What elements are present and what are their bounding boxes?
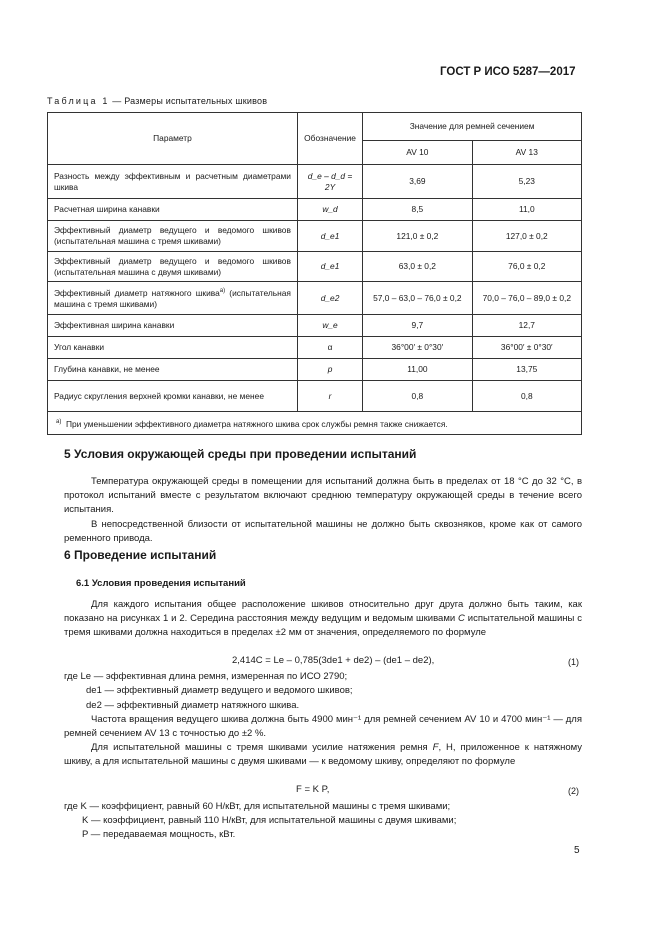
section-6-p1-var: С (458, 613, 465, 624)
section-6-title: 6 Проведение испытаний (64, 548, 217, 562)
row-symbol: r (297, 381, 362, 412)
section-5-paragraph-2: В непосредственной близости от испытательной машины не должно быть сквозняков, кроме как от самого ременного привода. (64, 519, 582, 544)
section-6-paragraph-3 (64, 741, 582, 769)
section-6-p1-text: Для каждого испытания общее расположение шкивов относительно друг друга должно быть таким, как показано на рисунках 1 и 2. Середина расстояния между ведущим и ведомым шкивами (64, 599, 582, 624)
row-value-av13: 5,23 (472, 165, 581, 199)
row-param: Радиус скругления верхней кромки канавки, не менее (48, 381, 298, 412)
row-value-av10: 8,5 (363, 199, 472, 221)
row-value-av13: 11,0 (472, 199, 581, 221)
formula-1: 2,414C = Le – 0,785(3de1 + de2) – (de1 – de2), (232, 655, 435, 666)
header-av13: AV 13 (472, 141, 581, 165)
row-value-av10: 63,0 ± 0,2 (363, 252, 472, 282)
table-caption-title: — Размеры испытательных шкивов (109, 96, 268, 106)
row-value-av10: 57,0 – 63,0 – 76,0 ± 0,2 (363, 282, 472, 315)
subsection-6-1-title: 6.1 Условия проведения испытаний (76, 578, 246, 589)
section-6-p3-text: Для испытательной машины с тремя шкивами усилие натяжения ремня (91, 742, 433, 753)
table-row (48, 359, 582, 381)
row-value-av13: 13,75 (472, 359, 581, 381)
row-param-text: Эффективный диаметр натяжного шкива (54, 288, 220, 298)
where-k-three: где K — коэффициент, равный 60 Н/кВт, для испытательной машины с тремя шкивами; (64, 801, 451, 812)
row-value-av13: 70,0 – 76,0 – 89,0 ± 0,2 (472, 282, 581, 315)
row-symbol: d_e1 (297, 221, 362, 252)
row-symbol: p (297, 359, 362, 381)
section-6-paragraph-2: Частота вращения ведущего шкива должна быть 4900 мин⁻¹ для ремней сечением AV 10 и 4700 мин⁻¹ — для ремней сечением AV 13 с точностью до ±2 %. (64, 714, 582, 739)
row-value-av13: 127,0 ± 0,2 (472, 221, 581, 252)
document-code: ГОСТ Р ИСО 5287—2017 (440, 66, 576, 78)
section-6-paragraph-1 (64, 598, 582, 640)
row-symbol: w_d (297, 199, 362, 221)
table-footnote-row (48, 412, 582, 435)
row-value-av10: 3,69 (363, 165, 472, 199)
row-value-av10: 36°00′ ± 0°30′ (363, 337, 472, 359)
page-number: 5 (574, 845, 580, 856)
row-param: Эффективный диаметр ведущего и ведомого шкивов (испытательная машина с двумя шкивами) (48, 252, 298, 282)
table-row (48, 252, 582, 282)
row-value-av13: 76,0 ± 0,2 (472, 252, 581, 282)
header-av10: AV 10 (363, 141, 472, 165)
footnote-mark: а) (56, 418, 62, 425)
table-row (48, 165, 582, 199)
header-values-group: Значение для ремней сечением (363, 113, 582, 141)
footnote-text: При уменьшении эффективного диаметра натяжного шкива срок службы ремня также снижается. (66, 418, 448, 429)
section-6-p1-text-cont: испытательной машины с тремя шкивами должна находиться в пределах ±2 мм от значения, определяемого по формуле (64, 613, 582, 638)
section-5-paragraph-1: Температура окружающей среды в помещении для испытаний должна быть в пределах от 18 °С до 32 °С, в протокол испытаний вместе с результатом включают среднюю температуру окружающей среды в течение всего испытания. (64, 476, 582, 515)
row-param: Расчетная ширина канавки (48, 199, 298, 221)
table-row (48, 199, 582, 221)
where-p: P — передаваемая мощность, кВт. (82, 829, 236, 840)
table-footnote (48, 412, 582, 435)
section-6-p3-var: F (432, 742, 439, 753)
row-value-av10: 121,0 ± 0,2 (363, 221, 472, 252)
table-row (48, 337, 582, 359)
row-value-av13: 12,7 (472, 315, 581, 337)
row-param-text-cont: (испытательная машина с тремя шкивами) (54, 288, 291, 309)
row-param: Эффективная ширина канавки (48, 315, 298, 337)
table-row (48, 221, 582, 252)
pulley-dimensions-table (47, 112, 582, 435)
row-param: Эффективный диаметр ведущего и ведомого шкивов (испытательная машина с тремя шкивами) (48, 221, 298, 252)
table-caption (47, 96, 267, 106)
table-row (48, 381, 582, 412)
row-symbol: d_e2 (297, 282, 362, 315)
row-value-av10: 0,8 (363, 381, 472, 412)
section-5-title: 5 Условия окружающей среды при проведении испытаний (64, 447, 417, 461)
row-value-av13: 36°00′ ± 0°30′ (472, 337, 581, 359)
footnote-ref: а) (219, 288, 226, 294)
row-symbol: d_e1 (297, 252, 362, 282)
table-row (48, 282, 582, 315)
row-symbol: w_e (297, 315, 362, 337)
table-caption-prefix: Таблица 1 (47, 96, 110, 106)
where-le: где Le — эффективная длина ремня, измеренная по ИСО 2790; (64, 671, 348, 682)
where-de1: de1 — эффективный диаметр ведущего и ведомого шкивов; (86, 685, 353, 696)
formula-2: F = K P, (296, 784, 330, 795)
where-de2: de2 — эффективный диаметр натяжного шкива. (86, 700, 300, 711)
row-symbol: d_e – d_d = 2Y (297, 165, 362, 199)
row-param: Разность между эффективным и расчетным диаметрами шкива (48, 165, 298, 199)
row-param: Угол канавки (48, 337, 298, 359)
row-value-av10: 11,00 (363, 359, 472, 381)
equation-number-2: (2) (568, 786, 579, 796)
row-param (48, 282, 298, 315)
header-param: Параметр (48, 113, 298, 165)
row-value-av13: 0,8 (472, 381, 581, 412)
header-symbol: Обозначение (297, 113, 362, 165)
where-k-two: K — коэффициент, равный 110 Н/кВт, для испытательной машины с двумя шкивами; (82, 815, 457, 826)
table-row (48, 315, 582, 337)
row-value-av10: 9,7 (363, 315, 472, 337)
row-symbol: α (297, 337, 362, 359)
section-6-p3-text-cont: , Н, приложенное к натяжному шкиву, а для испытательной машины с двумя шкивами — к ведомому шкиву, определяют по формуле (64, 742, 583, 767)
equation-number-1: (1) (568, 657, 579, 667)
row-param: Глубина канавки, не менее (48, 359, 298, 381)
